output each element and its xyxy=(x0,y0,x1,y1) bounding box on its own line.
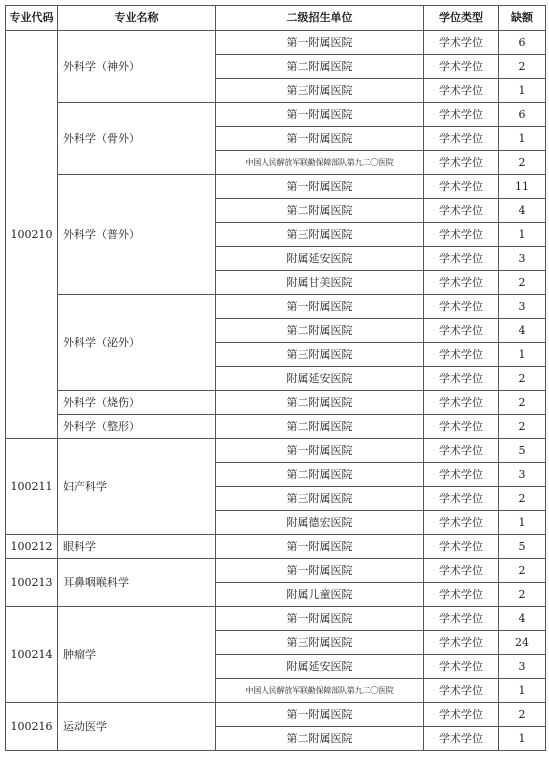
degree-type-cell: 学术学位 xyxy=(424,79,499,103)
degree-type-cell: 学术学位 xyxy=(424,343,499,367)
degree-type-cell: 学术学位 xyxy=(424,655,499,679)
quota-cell: 1 xyxy=(499,127,546,151)
table-row xyxy=(6,415,546,439)
degree-type-cell: 学术学位 xyxy=(424,247,499,271)
unit-cell: 第三附属医院 xyxy=(216,223,424,247)
major-code-cell: 100210 xyxy=(6,31,58,439)
major-code-cell: 100214 xyxy=(6,607,58,703)
unit-cell: 中国人民解放军联勤保障部队第九二〇医院 xyxy=(216,151,424,175)
degree-type-cell: 学术学位 xyxy=(424,295,499,319)
degree-type-cell: 学术学位 xyxy=(424,439,499,463)
quota-cell: 1 xyxy=(499,727,546,751)
major-name-cell: 眼科学 xyxy=(58,535,216,559)
quota-cell: 2 xyxy=(499,487,546,511)
quota-cell: 4 xyxy=(499,607,546,631)
major-name-cell: 肿瘤学 xyxy=(58,607,216,703)
unit-cell: 第二附属医院 xyxy=(216,55,424,79)
unit-cell: 第一附属医院 xyxy=(216,535,424,559)
quota-cell: 2 xyxy=(499,391,546,415)
degree-type-cell: 学术学位 xyxy=(424,367,499,391)
unit-cell: 第三附属医院 xyxy=(216,79,424,103)
degree-type-cell: 学术学位 xyxy=(424,319,499,343)
quota-cell: 11 xyxy=(499,175,546,199)
unit-cell: 第一附属医院 xyxy=(216,439,424,463)
degree-type-cell: 学术学位 xyxy=(424,583,499,607)
unit-cell: 第三附属医院 xyxy=(216,343,424,367)
unit-cell: 第二附属医院 xyxy=(216,727,424,751)
table-row xyxy=(6,439,546,463)
quota-cell: 2 xyxy=(499,55,546,79)
header-quota: 缺额 xyxy=(499,6,546,31)
quota-cell: 2 xyxy=(499,559,546,583)
degree-type-cell: 学术学位 xyxy=(424,103,499,127)
unit-cell: 第二附属医院 xyxy=(216,415,424,439)
quota-cell: 6 xyxy=(499,103,546,127)
degree-type-cell: 学术学位 xyxy=(424,271,499,295)
quota-cell: 2 xyxy=(499,415,546,439)
unit-cell: 第一附属医院 xyxy=(216,175,424,199)
degree-type-cell: 学术学位 xyxy=(424,487,499,511)
header-type: 学位类型 xyxy=(424,6,499,31)
header-major: 专业名称 xyxy=(58,6,216,31)
table-row xyxy=(6,607,546,631)
unit-cell: 附属德宏医院 xyxy=(216,511,424,535)
unit-cell: 第二附属医院 xyxy=(216,463,424,487)
quota-cell: 1 xyxy=(499,343,546,367)
degree-type-cell: 学术学位 xyxy=(424,463,499,487)
unit-cell: 第三附属医院 xyxy=(216,487,424,511)
degree-type-cell: 学术学位 xyxy=(424,175,499,199)
quota-cell: 3 xyxy=(499,655,546,679)
degree-type-cell: 学术学位 xyxy=(424,703,499,727)
table-row xyxy=(6,535,546,559)
unit-cell: 附属儿童医院 xyxy=(216,583,424,607)
major-code-cell: 100212 xyxy=(6,535,58,559)
quota-cell: 1 xyxy=(499,679,546,703)
unit-cell: 中国人民解放军联勤保障部队第九二〇医院 xyxy=(216,679,424,703)
major-name-cell: 外科学（泌外） xyxy=(58,295,216,391)
degree-type-cell: 学术学位 xyxy=(424,607,499,631)
quota-cell: 1 xyxy=(499,79,546,103)
degree-type-cell: 学术学位 xyxy=(424,199,499,223)
degree-type-cell: 学术学位 xyxy=(424,415,499,439)
quota-cell: 3 xyxy=(499,247,546,271)
header-code: 专业代码 xyxy=(6,6,58,31)
quota-cell: 4 xyxy=(499,199,546,223)
unit-cell: 第一附属医院 xyxy=(216,31,424,55)
major-name-cell: 外科学（神外） xyxy=(58,31,216,103)
table-row xyxy=(6,391,546,415)
unit-cell: 第一附属医院 xyxy=(216,559,424,583)
header-row xyxy=(6,6,546,31)
table-row xyxy=(6,103,546,127)
major-name-cell: 外科学（烧伤） xyxy=(58,391,216,415)
table-row xyxy=(6,31,546,55)
major-name-cell: 运动医学 xyxy=(58,703,216,751)
degree-type-cell: 学术学位 xyxy=(424,127,499,151)
major-name-cell: 外科学（整形） xyxy=(58,415,216,439)
degree-type-cell: 学术学位 xyxy=(424,151,499,175)
table-row xyxy=(6,295,546,319)
major-name-cell: 耳鼻咽喉科学 xyxy=(58,559,216,607)
unit-cell: 附属甘美医院 xyxy=(216,271,424,295)
degree-type-cell: 学术学位 xyxy=(424,391,499,415)
table-body xyxy=(6,31,546,751)
unit-cell: 附属延安医院 xyxy=(216,247,424,271)
quota-cell: 5 xyxy=(499,535,546,559)
degree-type-cell: 学术学位 xyxy=(424,511,499,535)
table-row xyxy=(6,703,546,727)
unit-cell: 第一附属医院 xyxy=(216,127,424,151)
degree-type-cell: 学术学位 xyxy=(424,559,499,583)
quota-cell: 2 xyxy=(499,703,546,727)
table-row xyxy=(6,175,546,199)
unit-cell: 附属延安医院 xyxy=(216,655,424,679)
quota-cell: 5 xyxy=(499,439,546,463)
major-name-cell: 外科学（普外） xyxy=(58,175,216,295)
quota-cell: 2 xyxy=(499,367,546,391)
quota-cell: 2 xyxy=(499,151,546,175)
major-code-cell: 100216 xyxy=(6,703,58,751)
degree-type-cell: 学术学位 xyxy=(424,55,499,79)
unit-cell: 第三附属医院 xyxy=(216,631,424,655)
quota-cell: 24 xyxy=(499,631,546,655)
unit-cell: 第二附属医院 xyxy=(216,391,424,415)
degree-type-cell: 学术学位 xyxy=(424,223,499,247)
quota-cell: 2 xyxy=(499,583,546,607)
quota-cell: 6 xyxy=(499,31,546,55)
degree-type-cell: 学术学位 xyxy=(424,727,499,751)
major-name-cell: 妇产科学 xyxy=(58,439,216,535)
unit-cell: 第一附属医院 xyxy=(216,607,424,631)
degree-type-cell: 学术学位 xyxy=(424,535,499,559)
unit-cell: 第一附属医院 xyxy=(216,103,424,127)
degree-type-cell: 学术学位 xyxy=(424,679,499,703)
major-code-cell: 100211 xyxy=(6,439,58,535)
degree-type-cell: 学术学位 xyxy=(424,631,499,655)
unit-cell: 第一附属医院 xyxy=(216,295,424,319)
unit-cell: 第一附属医院 xyxy=(216,703,424,727)
major-name-cell: 外科学（骨外） xyxy=(58,103,216,175)
unit-cell: 第二附属医院 xyxy=(216,319,424,343)
quota-table xyxy=(5,5,546,751)
quota-cell: 1 xyxy=(499,223,546,247)
major-code-cell: 100213 xyxy=(6,559,58,607)
quota-cell: 3 xyxy=(499,295,546,319)
quota-cell: 2 xyxy=(499,271,546,295)
quota-cell: 1 xyxy=(499,511,546,535)
quota-cell: 3 xyxy=(499,463,546,487)
degree-type-cell: 学术学位 xyxy=(424,31,499,55)
table-row xyxy=(6,559,546,583)
header-unit: 二级招生单位 xyxy=(216,6,424,31)
unit-cell: 附属延安医院 xyxy=(216,367,424,391)
quota-cell: 4 xyxy=(499,319,546,343)
unit-cell: 第二附属医院 xyxy=(216,199,424,223)
